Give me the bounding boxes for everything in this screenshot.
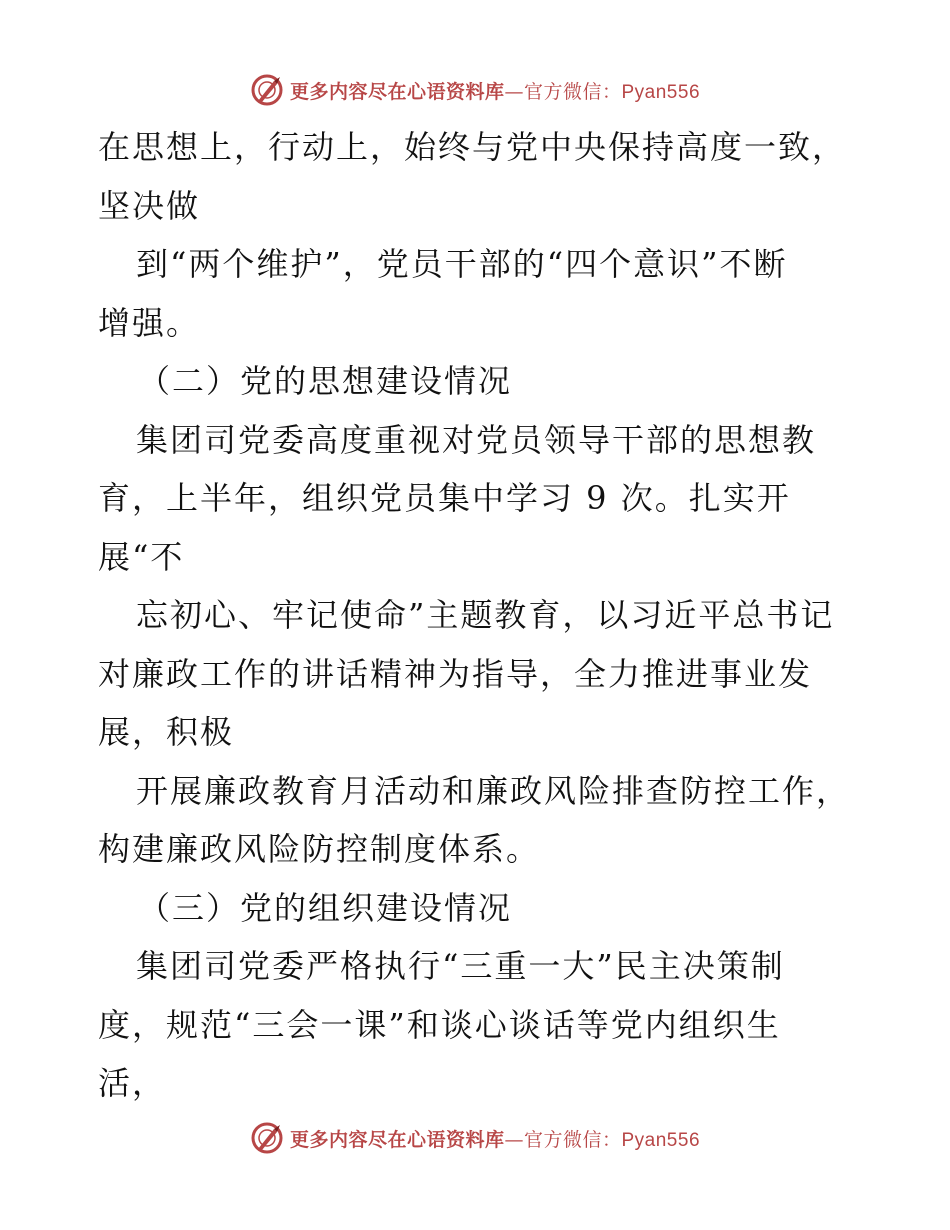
- paragraph-line: 展“不: [98, 537, 185, 576]
- paragraph-line: 集团司党委高度重视对党员领导干部的思想教: [136, 420, 817, 459]
- quill-logo-icon: [250, 73, 284, 107]
- paragraph-line: 坚决做: [98, 186, 201, 225]
- paragraph-line: 构建廉政风险防控制度体系。: [98, 830, 541, 868]
- watermark-brand: 更多内容尽在心语资料库: [289, 1128, 505, 1151]
- paragraph-line: 度，规范“三会一课”和谈心谈话等党内组织生: [98, 1005, 781, 1044]
- paragraph-line: 增强。: [98, 303, 201, 342]
- watermark-dash: —: [504, 1128, 524, 1151]
- watermark-wechat-id: Pyan556: [621, 81, 701, 103]
- paragraph-line: 对廉政工作的讲话精神为指导，全力推进事业发: [98, 654, 813, 693]
- paragraph-line: 到“两个维护”，党员干部的“四个意识”不断: [136, 245, 788, 283]
- quill-logo-icon: [250, 1121, 284, 1155]
- paragraph-line: 在思想上，行动上，始终与党中央保持高度一致，: [98, 128, 847, 166]
- watermark-brand: 更多内容尽在心语资料库: [289, 80, 505, 103]
- watermark-text: [290, 1125, 700, 1152]
- header-watermark: [0, 70, 950, 110]
- watermark-official: 官方微信：: [523, 80, 622, 103]
- footer-watermark: [0, 1118, 950, 1158]
- watermark-text: [290, 77, 700, 104]
- paragraph-line: 集团司党委严格执行“三重一大”民主决策制: [136, 947, 785, 985]
- section-heading: （二）党的思想建设情况: [138, 362, 513, 400]
- watermark-official: 官方微信：: [523, 1128, 622, 1151]
- paragraph-line: 忘初心、牢记使命”主题教育，以习近平总书记: [136, 596, 835, 634]
- paragraph-line: 开展廉政教育月活动和廉政风险排查防控工作，: [136, 771, 851, 810]
- document-body: [98, 118, 868, 1113]
- watermark-dash: —: [504, 80, 524, 103]
- paragraph-line: 展，积极: [98, 713, 235, 751]
- watermark-wechat-id: Pyan556: [621, 1129, 701, 1151]
- paragraph-line: 育，上半年，组织党员集中学习 9 次。扎实开: [98, 479, 791, 517]
- paragraph-line: 活，: [98, 1064, 167, 1102]
- section-heading: （三）党的组织建设情况: [138, 888, 513, 927]
